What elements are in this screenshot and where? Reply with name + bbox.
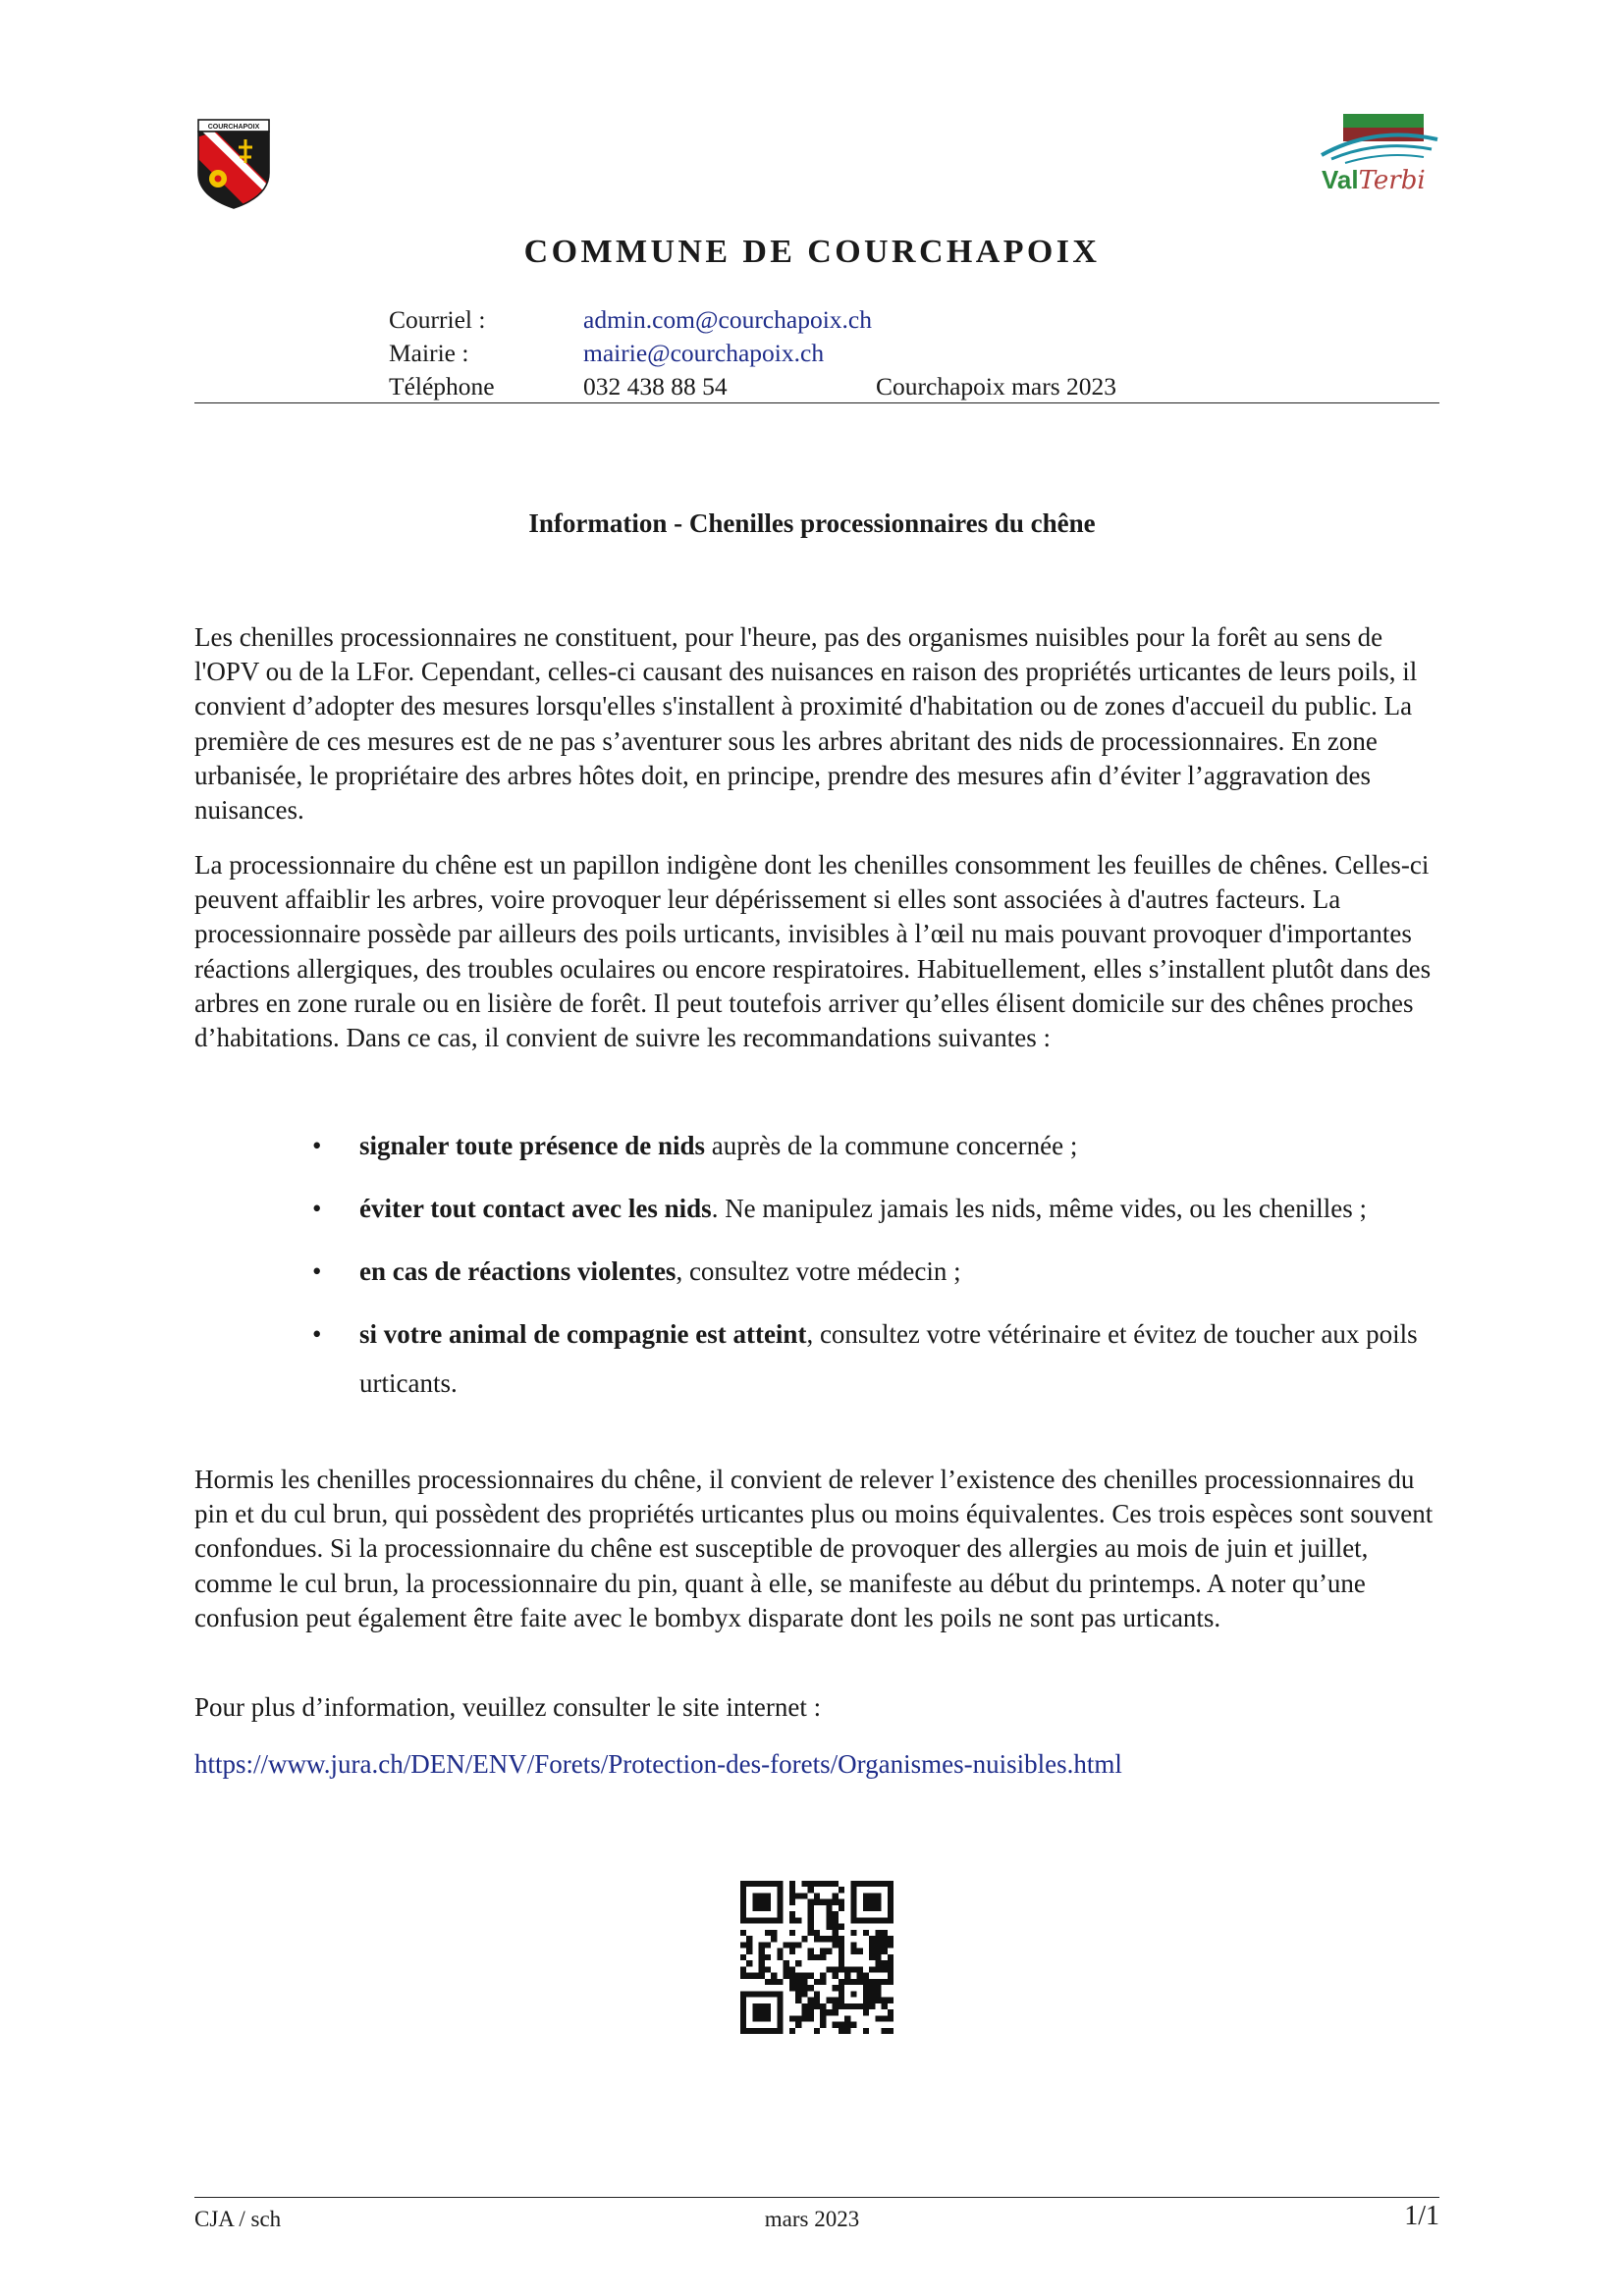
- list-item-text: , consultez votre vétérinaire et évitez de toucher aux poils urticants.: [359, 1319, 1418, 1398]
- qr-code-icon[interactable]: [740, 1881, 893, 2034]
- paragraph-other-species: Hormis les chenilles processionnaires du chêne, il convient de relever l’existence des chenilles processionnaires du pin et du cul brun, qui possèdent des propriétés urticantes plus ou moins équivalentes. Ces trois espèces sont souvent confondues. Si la processionnaire du chêne est susceptible de provoquer des allergies au mois de juin et juillet, comme le cul brun, la processionnaire du pin, quant à elle, se manifeste au début du printemps. A noter qu’une confusion peut également être faite avec le bombyx disparate dont les poils ne sont pas urticants.: [194, 1465, 1434, 1632]
- commune-title: COMMUNE DE COURCHAPOIX: [523, 234, 1101, 270]
- place-date: Courchapoix mars 2023: [876, 372, 1117, 400]
- courchapoix-crest-logo: [196, 118, 271, 210]
- list-item: [194, 1121, 1439, 1170]
- list-item: [194, 1309, 1439, 1408]
- recommendations-list: [194, 1121, 1439, 1421]
- list-item-bold: en cas de réactions violentes: [359, 1256, 677, 1286]
- list-item: [194, 1247, 1439, 1296]
- email-link[interactable]: admin.com@courchapoix.ch: [583, 305, 872, 334]
- footer-date: mars 2023: [764, 2207, 860, 2231]
- mairie-email-link[interactable]: mairie@courchapoix.ch: [583, 339, 825, 367]
- crest-label: COURCHAPOIX: [207, 124, 260, 131]
- page-number: 1/1: [1404, 2201, 1439, 2231]
- contact-label: Mairie :: [389, 339, 469, 367]
- contact-label: Téléphone: [389, 372, 495, 400]
- logo-text-terbi: Terbi: [1358, 166, 1426, 195]
- val-terbi-emblem-icon: [1316, 110, 1443, 165]
- list-item-text: , consultez votre médecin ;: [676, 1256, 961, 1286]
- list-item: [194, 1184, 1439, 1233]
- list-item-text: auprès de la commune concernée ;: [705, 1131, 1078, 1160]
- paragraph-oak-processionary: La processionnaire du chêne est un papillon indigène dont les chenilles consomment les feuilles de chênes. Celles-ci peuvent affaiblir les arbres, voire provoquer leur dépérissement si elles sont associées à d'autres facteurs. La processionnaire possède par ailleurs des poils urticants, invisibles à l’œil nu mais pouvant provoquer d'importantes réactions allergiques, des troubles oculaires ou encore respiratoires. Habituellement, elles s’installent plutôt dans des arbres en zone rurale ou en lisière de forêt. Il peut toutefois arriver qu’elles élisent domicile sur des chênes proches d’habitations. Dans ce cas, il convient de suivre les recommandations suivantes :: [194, 850, 1432, 1053]
- list-item-bold: éviter tout contact avec les nids: [359, 1194, 712, 1223]
- list-item-bold: si votre animal de compagnie est atteint: [359, 1319, 807, 1349]
- bullet-icon: •: [312, 1131, 322, 1160]
- footer-divider: [194, 2197, 1439, 2198]
- info-url-link[interactable]: https://www.jura.ch/DEN/ENV/Forets/Protection-des-forets/Organismes-nuisibles.html: [194, 1749, 1122, 1779]
- val-terbi-logo: [1316, 110, 1443, 194]
- bullet-icon: •: [312, 1319, 322, 1349]
- logo-text-val: Val: [1322, 165, 1359, 194]
- bullet-icon: •: [312, 1256, 322, 1286]
- more-info-text: Pour plus d’information, veuillez consulter le site internet :: [194, 1692, 822, 1722]
- list-item-text: . Ne manipulez jamais les nids, même vides, ou les chenilles ;: [711, 1194, 1368, 1223]
- paragraph-intro: Les chenilles processionnaires ne constituent, pour l'heure, pas des organismes nuisibles pour la forêt au sens de l'OPV ou de la LFor. Cependant, celles-ci causant des nuisances en raison des propriétés urticantes de leurs poils, il convient d’adopter des mesures lorsqu'elles s'installent à proximité d'habitation ou de zones d'accueil du public. La première de ces mesures est de ne pas s’aventurer sous les arbres abritant des nids de processionnaires. En zone urbanisée, le propriétaire des arbres hôtes doit, en principe, prendre des mesures afin d’éviter l’aggravation des nuisances.: [194, 622, 1418, 826]
- phone-number: 032 438 88 54: [583, 372, 728, 400]
- header-divider: [194, 402, 1439, 403]
- document-title: Information - Chenilles processionnaires du chêne: [528, 508, 1096, 538]
- footer-author: CJA / sch: [194, 2207, 282, 2231]
- contact-label: Courriel :: [389, 305, 486, 334]
- list-item-bold: signaler toute présence de nids: [359, 1131, 705, 1160]
- bullet-icon: •: [312, 1194, 322, 1223]
